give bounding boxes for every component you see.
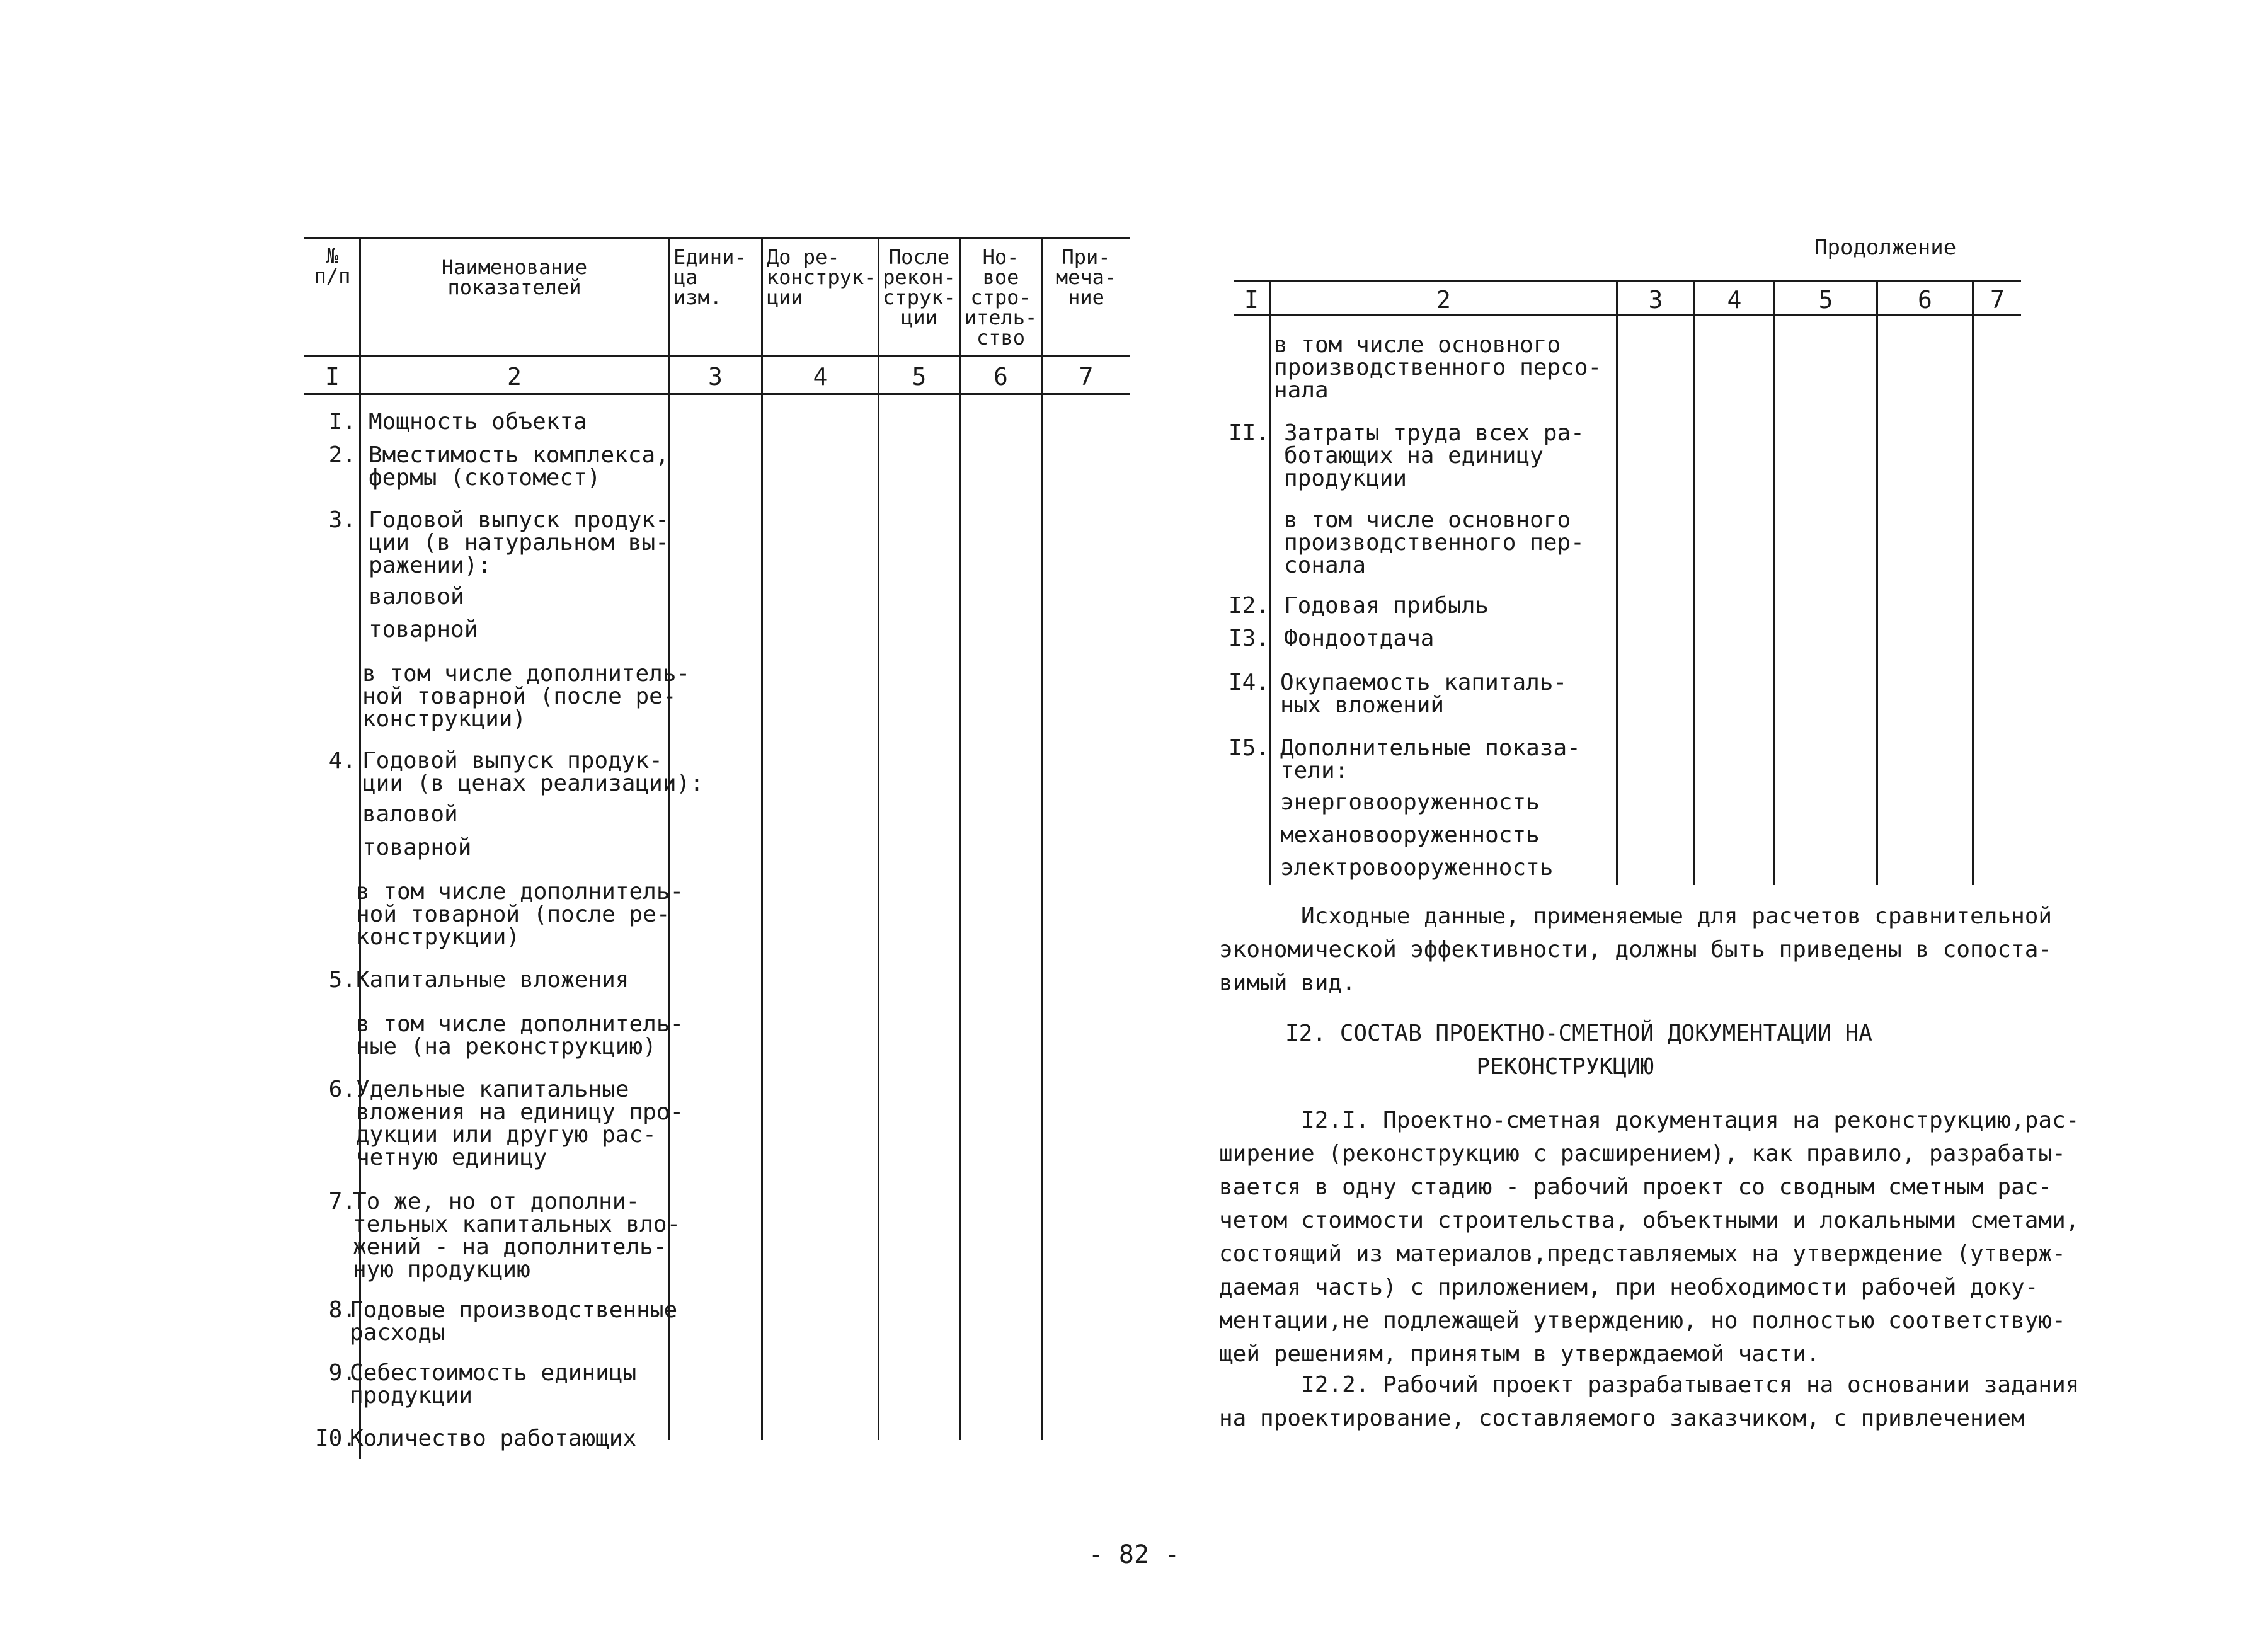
right-col-line-1	[1269, 280, 1271, 885]
row-name: Дополнительные показа- тели:	[1280, 735, 1581, 784]
right-col-number-7: 7	[1990, 286, 2005, 314]
row-number: I.	[328, 409, 356, 435]
row-number: I0.	[314, 1426, 356, 1451]
row-name: в том числе основного производственного персо- нала	[1274, 332, 1602, 403]
right-col-number-5: 5	[1818, 286, 1833, 314]
row-name: в том числе дополнитель- ной товарной (после ре- конструкции)	[356, 879, 684, 950]
row-name: товарной	[369, 617, 478, 643]
row-number: I4.	[1228, 670, 1270, 695]
right-col-number-3: 3	[1648, 286, 1663, 314]
paragraph-12-1: I2.I. Проектно-сметная документация на реконструкцию,рас- ширение (реконструкцию с расширением), как правило, разрабаты- вается в одну стадию - рабочий проект со сводным сметным рас- четом стоимости строительства, объектными и локальными сметами, состоящий из материалов,представляемых на утверждение (утверж- даемая часть) с приложением, при необходимости рабочей доку- ментации,не подлежащей утверждению, но полностью соответствую- щей решениям, принятым в утверждаемой части.	[1219, 1107, 2080, 1367]
row-name: товарной	[362, 835, 472, 861]
row-number: 7.	[328, 1189, 356, 1215]
right-col-number-2: 2	[1436, 286, 1451, 314]
left-col-line-5	[959, 237, 961, 1440]
right-col-line-6	[1972, 280, 1974, 885]
col-number-3: 3	[708, 363, 723, 391]
row-name: Годовые производственные расходы	[350, 1297, 678, 1346]
section-title: I2. СОСТАВ ПРОЕКТНО-СМЕТНОЙ ДОКУМЕНТАЦИИ НА РЕКОНСТРУКЦИЮ	[1285, 1021, 1872, 1080]
row-name: Вместимость комплекса, фермы (скотомест)	[369, 442, 669, 491]
header-note: При- меча- ние	[1055, 245, 1117, 309]
row-name: Затраты труда всех ра- ботающих на единицу продукции	[1284, 420, 1584, 491]
row-name: Удельные капитальные вложения на единицу про- дукции или другую рас- четную единицу	[356, 1077, 684, 1170]
row-name: валовой	[369, 584, 464, 610]
header-before: До ре- конструк- ции	[767, 245, 876, 309]
col-number-1: I	[325, 363, 340, 391]
col-number-2: 2	[507, 363, 522, 391]
right-col-number-1: I	[1244, 286, 1259, 314]
header-unit: Едини- ца изм.	[673, 245, 747, 309]
row-name: Мощность объекта	[369, 409, 587, 435]
col-number-5: 5	[912, 363, 927, 391]
right-col-line-4	[1773, 280, 1775, 885]
header-name: Наименование показателей	[441, 255, 588, 299]
row-number: 2.	[328, 442, 356, 468]
continuation-label: Продолжение	[1814, 235, 1957, 260]
right-col-number-4: 4	[1727, 286, 1742, 314]
row-name: Капитальные вложения	[356, 967, 629, 993]
right-col-line-5	[1876, 280, 1878, 885]
paragraph-12-2: I2.2. Рабочий проект разрабатывается на основании задания на проектирование, составляемого заказчиком, с привлечением	[1219, 1372, 2080, 1431]
col-number-6: 6	[994, 363, 1008, 391]
left-col-line-3	[761, 237, 763, 1440]
row-number: I2.	[1228, 593, 1270, 619]
right-col-line-3	[1693, 280, 1695, 885]
row-name: в том числе основного производственного пер- сонала	[1284, 507, 1584, 578]
row-name: энерговооруженность	[1280, 789, 1540, 815]
right-table-top-rule	[1234, 280, 2021, 282]
row-name: Количество работающих	[350, 1426, 637, 1451]
row-number: 4.	[328, 748, 356, 774]
right-col-number-6: 6	[1918, 286, 1932, 314]
col-number-7: 7	[1079, 363, 1094, 391]
header-new: Но- вое стро- итель- ство	[964, 245, 1038, 350]
left-table-colnum-rule	[304, 393, 1130, 395]
row-name: То же, но от дополни- тельных капитальных вло- жений - на дополнитель- ную продукцию	[353, 1189, 681, 1283]
col-number-4: 4	[813, 363, 828, 391]
row-name: в том числе дополнитель- ные (на реконструкцию)	[356, 1011, 684, 1060]
row-number: I5.	[1228, 735, 1270, 761]
row-number: 3.	[328, 507, 356, 533]
row-number: 6.	[328, 1077, 356, 1102]
paragraph-initial-data: Исходные данные, применяемые для расчетов сравнительной экономической эффективности, должны быть приведены в сопоста- вимый вид.	[1219, 903, 2053, 996]
left-col-line-6	[1041, 237, 1043, 1440]
row-name: Годовая прибыль	[1284, 593, 1489, 619]
row-name: в том числе дополнитель- ной товарной (после ре- конструкции)	[362, 661, 690, 732]
right-table-colnum-rule	[1234, 314, 2021, 316]
row-number: II.	[1228, 420, 1270, 446]
right-col-line-2	[1616, 280, 1618, 885]
page-number: - 82 -	[1088, 1540, 1180, 1569]
row-name: механовооруженность	[1280, 822, 1540, 848]
row-name: Себестоимость единицы продукции	[350, 1360, 637, 1409]
row-number: 5.	[328, 967, 356, 993]
row-name: Фондоотдача	[1284, 626, 1435, 651]
row-number: I3.	[1228, 626, 1270, 651]
row-number: 8.	[328, 1297, 356, 1323]
header-num: № п/п	[314, 244, 351, 288]
row-name: электровооруженность	[1280, 855, 1554, 881]
row-name: Годовой выпуск продук- ции (в ценах реализации):	[362, 748, 704, 796]
row-name: Годовой выпуск продук- ции (в натуральном вы- ражении):	[369, 507, 669, 578]
row-name: валовой	[362, 801, 458, 827]
header-after: После рекон- струк- ции	[883, 245, 956, 329]
row-number: 9.	[328, 1360, 356, 1386]
left-table-header-rule	[304, 355, 1130, 357]
left-table-top-rule	[304, 237, 1130, 239]
left-col-line-4	[878, 237, 879, 1440]
row-name: Окупаемость капиталь- ных вложений	[1280, 670, 1567, 718]
